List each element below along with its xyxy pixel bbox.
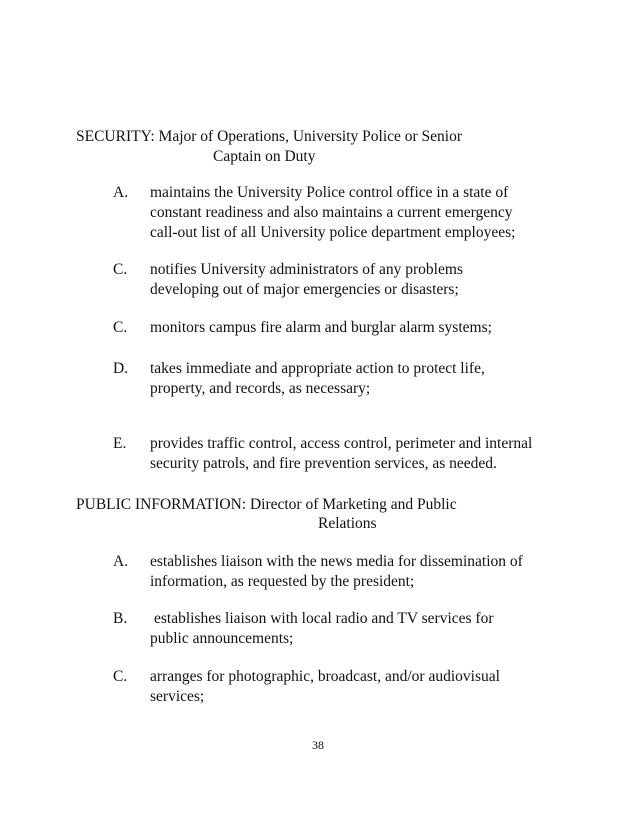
list-item-letter: D. <box>113 360 129 377</box>
security-heading-continuation: Captain on Duty <box>213 148 316 165</box>
list-item-letter: B. <box>113 610 128 627</box>
list-item-text: constant readiness and also maintains a current emergency <box>150 204 513 221</box>
list-item-letter: C. <box>113 319 128 336</box>
list-item-text: maintains the University Police control office in a state of <box>150 184 509 201</box>
list-item-text: information, as requested by the president; <box>150 573 415 590</box>
list-item-text: arranges for photographic, broadcast, and/or audiovisual <box>150 668 500 685</box>
list-item-text: public announcements; <box>150 630 294 647</box>
security-heading: SECURITY: Major of Operations, University Police or Senior <box>76 128 463 145</box>
list-item-text: developing out of major emergencies or disasters; <box>150 281 459 298</box>
list-item-text: services; <box>150 688 205 705</box>
page-number: 38 <box>312 738 324 752</box>
list-item-text: establishes liaison with local radio and TV services for <box>154 610 494 627</box>
list-item-letter: A. <box>113 553 129 570</box>
list-item-letter: E. <box>113 435 127 452</box>
list-item-text: establishes liaison with the news media for dissemination of <box>150 553 523 570</box>
list-item-text: takes immediate and appropriate action to protect life, <box>150 360 485 377</box>
list-item-text: call-out list of all University police department employees; <box>150 224 516 241</box>
public-information-heading: PUBLIC INFORMATION: Director of Marketing and Public <box>76 496 457 513</box>
list-item-text: notifies University administrators of any problems <box>150 261 463 278</box>
list-item-letter: A. <box>113 184 129 201</box>
list-item-letter: C. <box>113 261 128 278</box>
list-item-text: property, and records, as necessary; <box>150 380 371 397</box>
list-item-text: provides traffic control, access control, perimeter and internal <box>150 435 533 452</box>
list-item-text: security patrols, and fire prevention services, as needed. <box>150 455 497 472</box>
public-information-heading-continuation: Relations <box>318 515 377 532</box>
list-item-text: monitors campus fire alarm and burglar alarm systems; <box>150 319 492 336</box>
list-item-letter: C. <box>113 668 128 685</box>
